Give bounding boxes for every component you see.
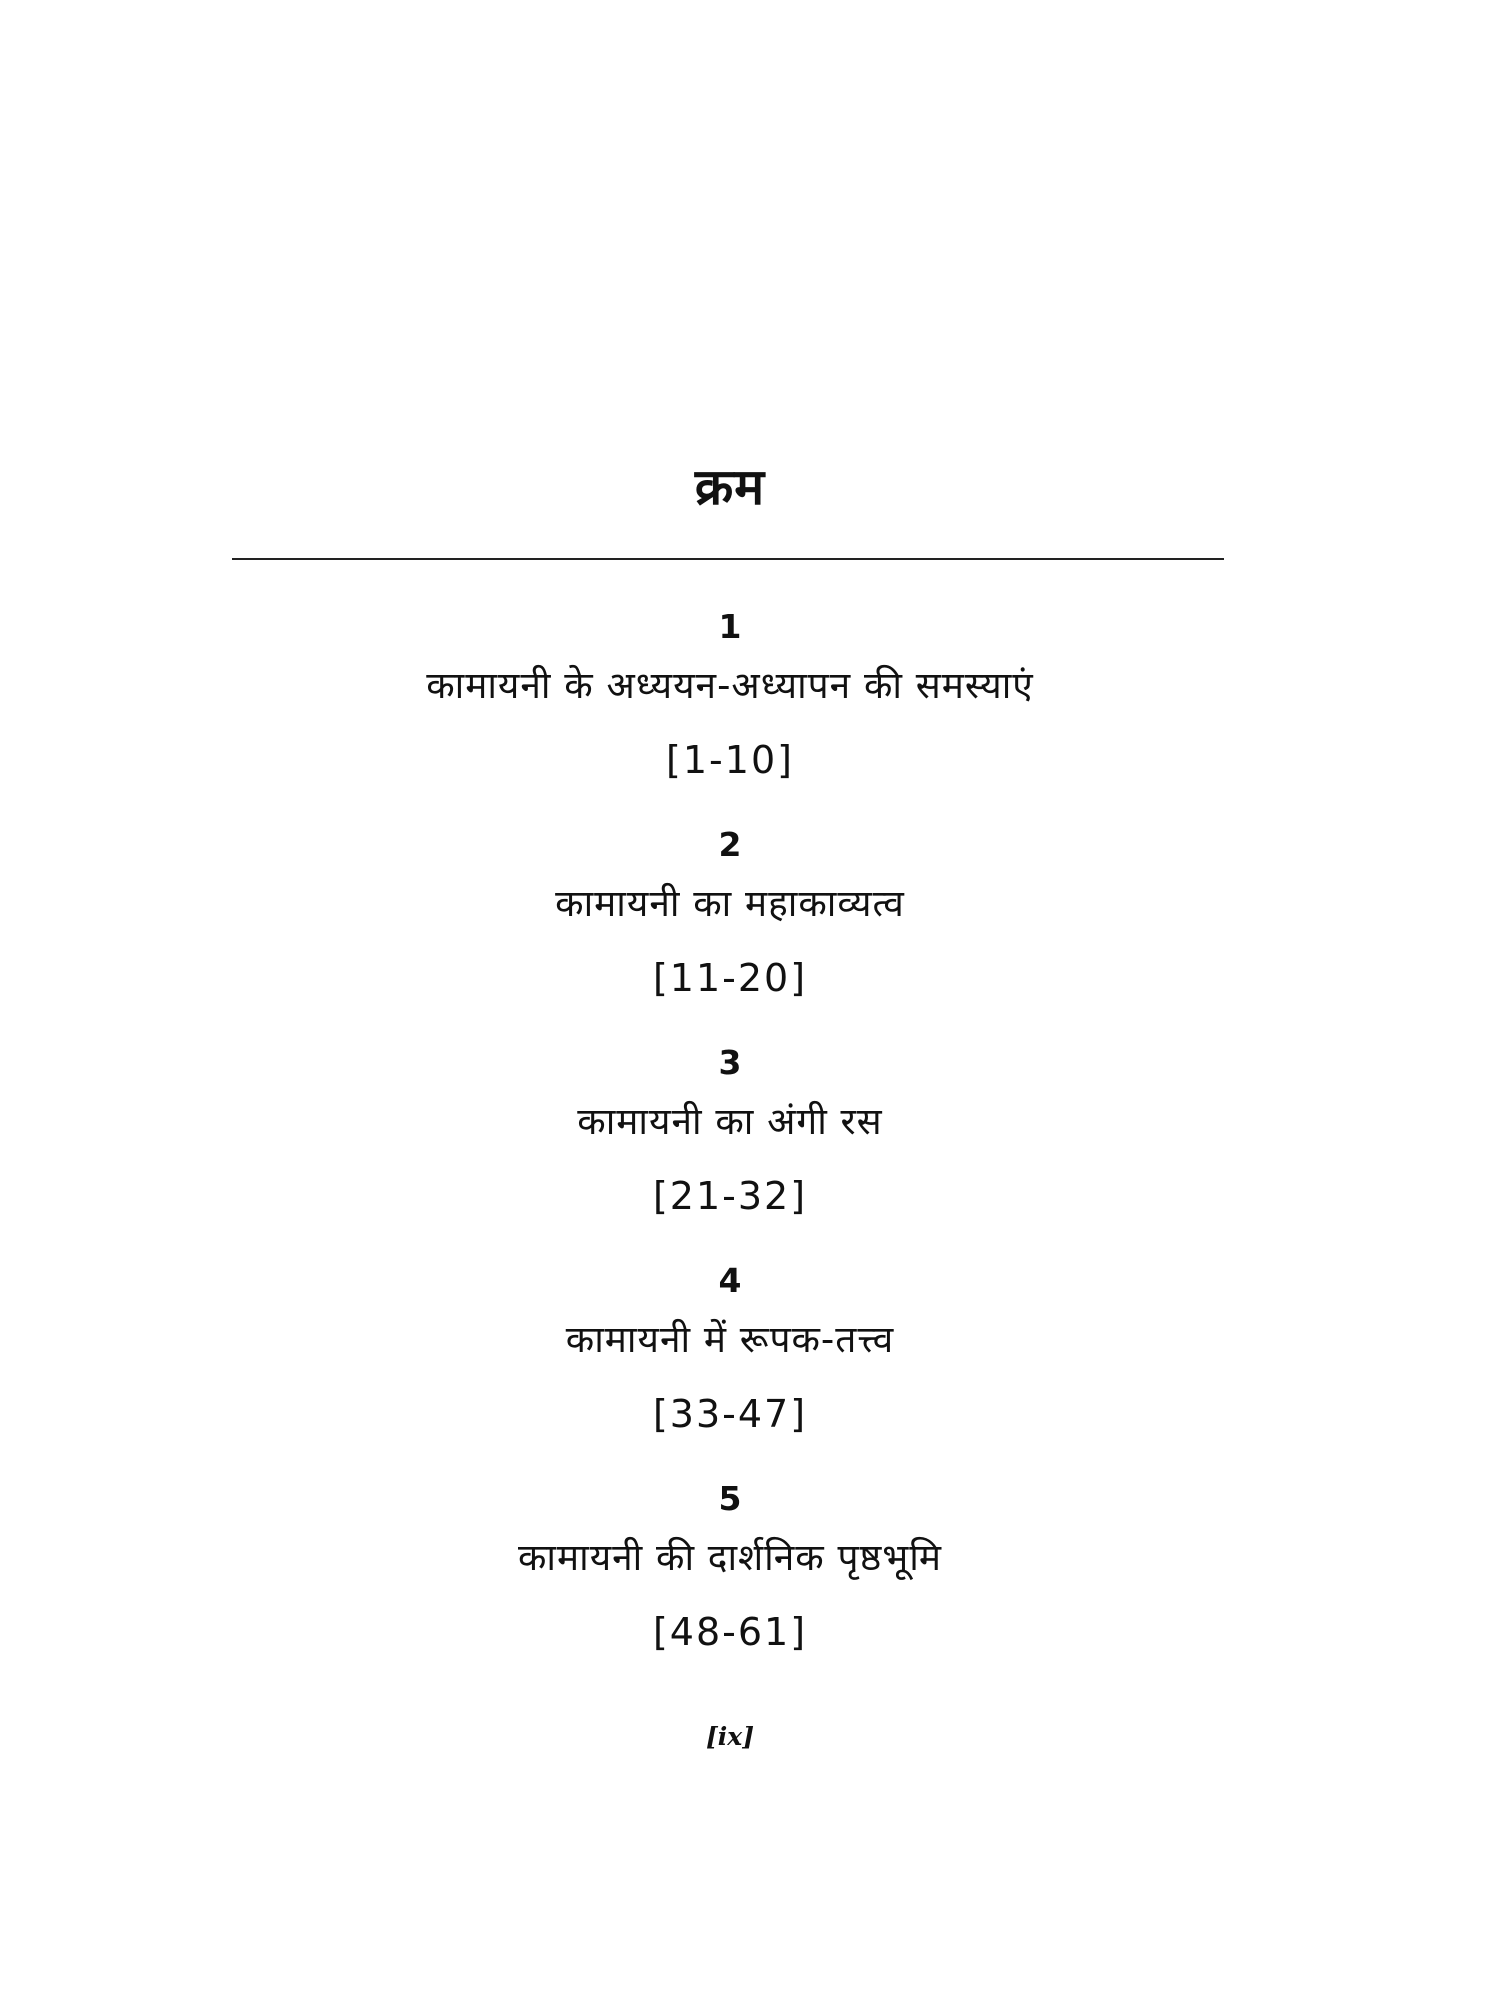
chapter-title: कामायनी की दार्शनिक पृष्ठभूमि [517, 1536, 943, 1579]
toc-entry-4 [0, 1261, 1460, 1464]
chapter-number: 4 [718, 1261, 742, 1300]
page-range: [21-32] [652, 1174, 808, 1218]
title-divider [232, 558, 1224, 560]
toc-entry-3 [0, 1043, 1460, 1246]
page-number: [ix] [705, 1722, 755, 1751]
chapter-title: कामायनी के अध्ययन-अध्यापन की समस्याएं [426, 664, 1034, 707]
toc-entry-2 [0, 825, 1460, 1028]
chapter-number: 2 [718, 825, 742, 864]
chapter-number: 1 [718, 607, 742, 646]
chapter-title: कामायनी में रूपक-तत्त्व [565, 1318, 895, 1361]
toc-entry-5 [0, 1479, 1460, 1682]
chapter-number: 3 [718, 1043, 742, 1082]
toc-entry-1 [0, 607, 1460, 810]
chapter-number: 5 [718, 1479, 742, 1518]
page-range: [48-61] [652, 1610, 808, 1654]
page-title: क्रम [694, 458, 766, 516]
page-range: [11-20] [652, 956, 808, 1000]
page-range: [33-47] [652, 1392, 808, 1436]
chapter-title: कामायनी का महाकाव्यत्व [555, 882, 905, 925]
page-range: [1-10] [666, 738, 794, 782]
chapter-title: कामायनी का अंगी रस [577, 1100, 883, 1143]
